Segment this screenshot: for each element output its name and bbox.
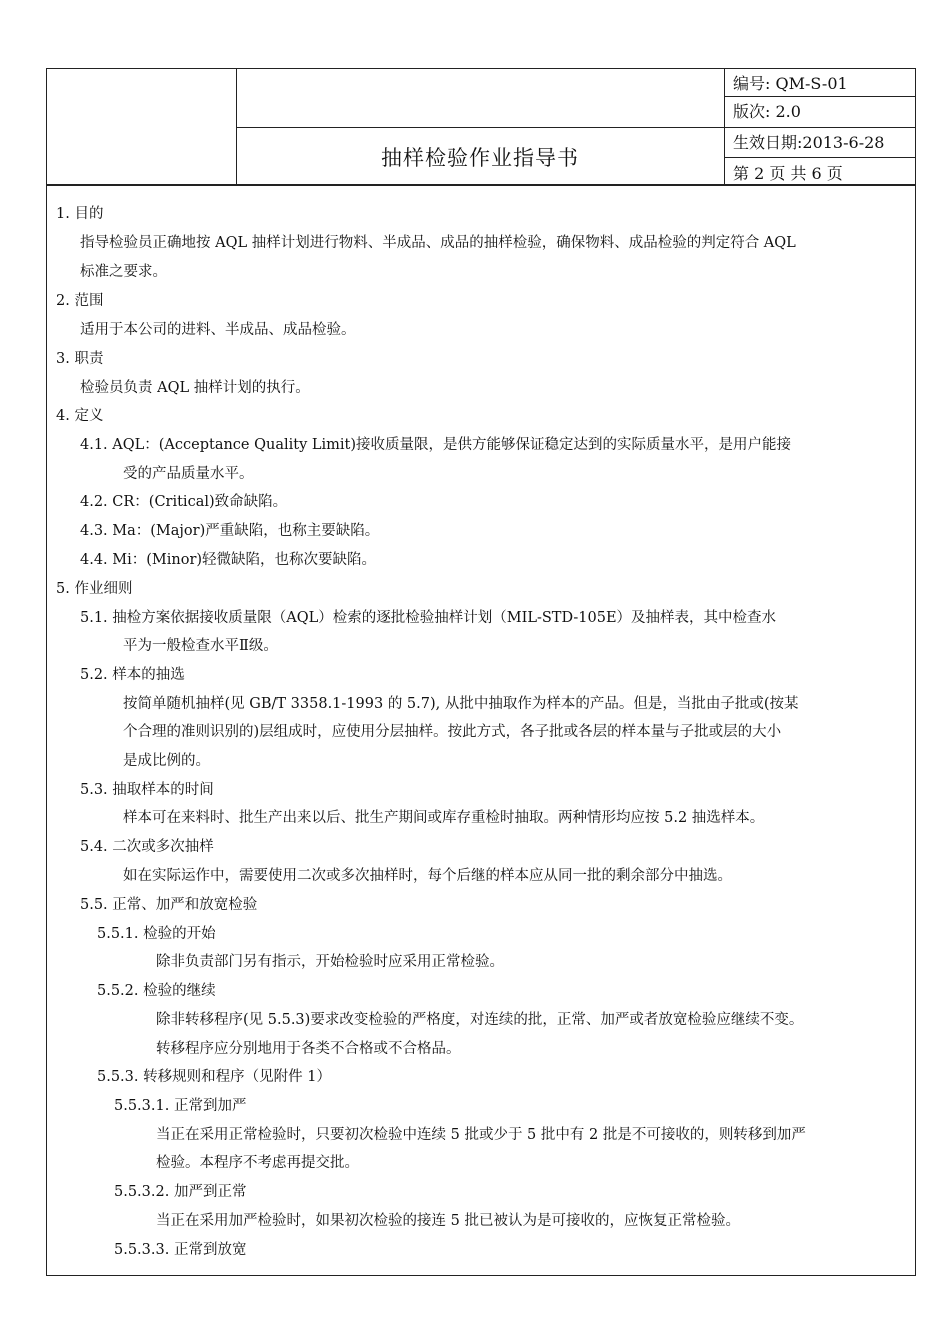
paragraph-line: 检验员负责 AQL 抽样计划的执行。 [80,380,310,396]
meta-rule-1 [724,96,916,97]
subsection-line: 4.1. AQL：(Acceptance Quality Limit)接收质量限，是供方能够保证稳定达到的实际质量水平，是用户能接 [80,437,792,453]
doc-version: 版次: 2.0 [733,102,801,121]
paragraph-line: 转移程序应分别地用于各类不合格或不合格品。 [156,1041,461,1057]
paragraph-line: 当正在采用正常检验时，只要初次检验中连续 5 批或少于 5 批中有 2 批是不可接收的，则转移到加严 [156,1127,806,1143]
section-heading: 4. 定义 [56,408,104,424]
effective-date: 生效日期:2013-6-28 [733,133,885,152]
section-heading: 5. 作业细则 [56,581,133,597]
paragraph-line: 除非负责部门另有指示，开始检验时应采用正常检验。 [156,954,504,970]
subsection-line: 5.5.3.1. 正常到加严 [114,1098,247,1114]
paragraph-line: 检验。本程序不考虑再提交批。 [156,1155,359,1171]
subsection-line: 4.3. Ma：(Major)严重缺陷，也称主要缺陷。 [80,523,380,539]
paragraph-line: 适用于本公司的进料、半成品、成品检验。 [80,322,356,338]
paragraph-line: 个合理的准则识别的)层组成时，应使用分层抽样。按此方式，各子批或各层的样本量与子批或层的大小 [123,724,782,740]
paragraph-line: 平为一般检查水平Ⅱ级。 [123,638,278,654]
document-title: 抽样检验作业指导书 [381,146,579,170]
subsection-line: 5.3. 抽取样本的时间 [80,782,214,798]
subsection-line: 4.2. CR：(Critical)致命缺陷。 [80,494,288,510]
paragraph-line: 是成比例的。 [123,753,210,769]
subsection-line: 5.5.2. 检验的继续 [97,983,216,999]
paragraph-line: 标准之要求。 [80,264,167,280]
subsection-line: 5.5.1. 检验的开始 [97,926,216,942]
section-heading: 2. 范围 [56,293,104,309]
subsection-line: 5.5.3. 转移规则和程序（见附件 1） [97,1069,331,1085]
page-indicator: 第 2 页 共 6 页 [733,164,843,183]
subsection-line: 5.5.3.3. 正常到放宽 [114,1242,247,1258]
paragraph-line: 当正在采用加严检验时，如果初次检验的接连 5 批已被认为是可接收的，应恢复正常检验。 [156,1213,740,1229]
subsection-line: 5.2. 样本的抽选 [80,667,185,683]
meta-rule-2 [724,127,916,128]
paragraph-line: 样本可在来料时、批生产出来以后、批生产期间或库存重检时抽取。两种情形均应按 5.2 抽选样本。 [123,810,765,826]
paragraph-line: 除非转移程序(见 5.5.3)要求改变检验的严格度，对连续的批，正常、加严或者放宽检验应继续不变。 [156,1012,804,1028]
paragraph-line: 受的产品质量水平。 [123,466,254,482]
subsection-line: 5.1. 抽检方案依据接收质量限（AQL）检索的逐批检验抽样计划（MIL-STD-105E）及抽样表，其中检查水 [80,610,777,626]
subsection-line: 5.4. 二次或多次抽样 [80,839,214,855]
subsection-line: 4.4. Mi：(Minor)轻微缺陷，也称次要缺陷。 [80,552,377,568]
section-heading: 1. 目的 [56,206,104,222]
subsection-line: 5.5.3.2. 加严到正常 [114,1184,247,1200]
section-heading: 3. 职责 [56,351,104,367]
paragraph-line: 如在实际运作中，需要使用二次或多次抽样时，每个后继的样本应从同一批的剩余部分中抽选。 [123,868,732,884]
meta-rule-3 [724,157,916,158]
subsection-line: 5.5. 正常、加严和放宽检验 [80,897,258,913]
paragraph-line: 指导检验员正确地按 AQL 抽样计划进行物料、半成品、成品的抽样检验，确保物料、成品检验的判定符合 AQL [80,235,796,251]
doc-number: 编号: QM-S-01 [733,74,848,93]
paragraph-line: 按简单随机抽样(见 GB/T 3358.1-1993 的 5.7), 从批中抽取作为样本的产品。但是，当批由子批或(按某 [123,696,799,712]
